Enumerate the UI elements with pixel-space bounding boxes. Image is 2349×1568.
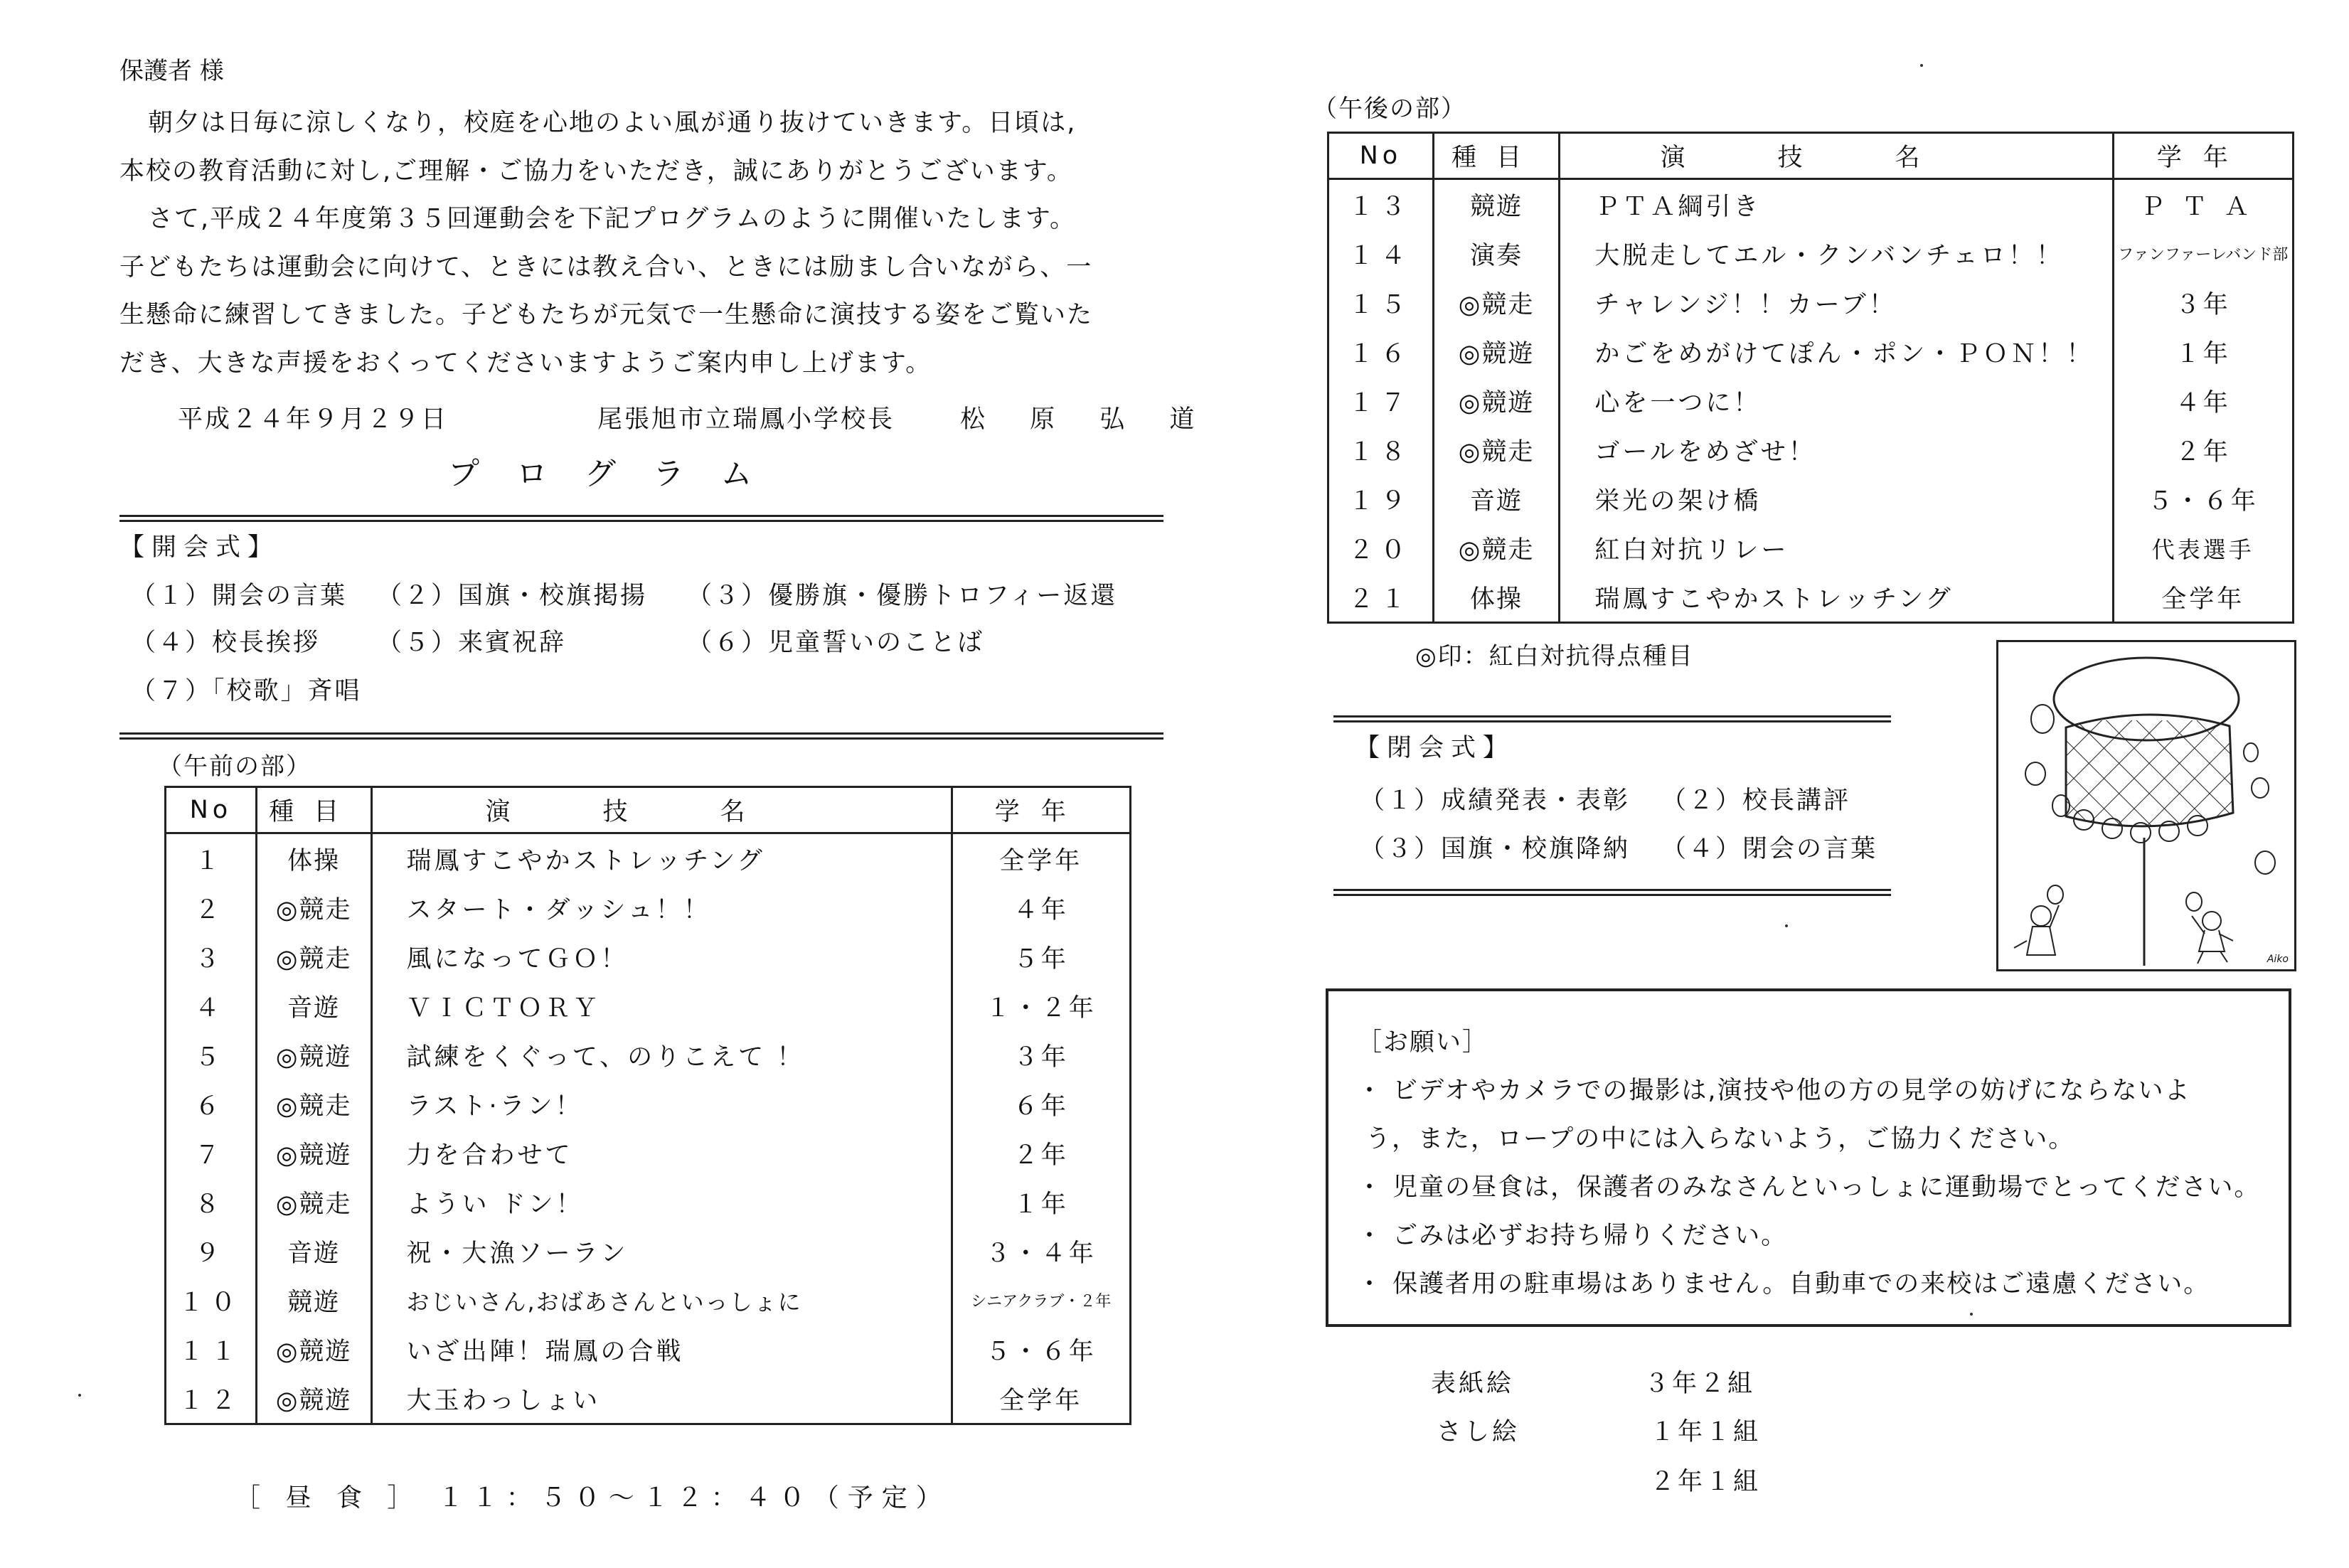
- credit-value: ３年２組: [1644, 1370, 1756, 1398]
- cell-grade: ３・４年: [952, 1227, 1131, 1276]
- table-row: [1328, 474, 2294, 523]
- afternoon-program-table: [1327, 132, 2294, 624]
- cell-event: いざ出陣！瑞鳳の合戦: [371, 1325, 952, 1374]
- divider: [1333, 889, 1891, 896]
- illustration: [1996, 640, 2296, 971]
- cell-kind: 競遊: [1433, 179, 1560, 230]
- ball-basket-drawing: [1998, 642, 2294, 969]
- cell-event: ＶＩＣＴＯＲＹ: [371, 981, 952, 1030]
- header-kind: 種目: [1433, 133, 1560, 179]
- cell-kind: 競遊: [256, 1276, 371, 1325]
- cell-grade: シニアクラブ・２年: [952, 1276, 1131, 1325]
- greeting: 保護者 様: [119, 57, 224, 85]
- table-header-row: [1328, 133, 2294, 179]
- closing-item: （４）閉会の言葉: [1661, 835, 1878, 863]
- cell-event: かごをめがけてぽん・ポン・ＰＯＮ！！: [1560, 327, 2113, 376]
- divider: [119, 515, 1163, 522]
- opening-item: （１）開会の言葉: [131, 582, 348, 610]
- table-row: [1328, 179, 2294, 230]
- afternoon-caption: （午後の部）: [1313, 95, 1466, 123]
- letter-line: さて,平成２４年度第３５回運動会を下記プログラムのように開催いたします。: [148, 205, 1076, 233]
- request-line: ・ ビデオやカメラでの撮影は,演技や他の方の見学の妨げにならないよ: [1357, 1077, 2191, 1105]
- request-line: う，また，ロープの中には入らないよう，ご協力ください。: [1365, 1125, 2075, 1153]
- cell-kind: ◎競遊: [1433, 376, 1560, 425]
- cell-kind: ◎競走: [1433, 278, 1560, 327]
- credit-label: さし絵: [1437, 1418, 1520, 1446]
- cell-no: ３: [166, 932, 257, 981]
- table-header-row: [166, 787, 1131, 833]
- cell-event: ＰＴＡ綱引き: [1560, 179, 2113, 230]
- cell-no: １８: [1328, 425, 1434, 474]
- divider: [119, 732, 1163, 740]
- cell-event: おじいさん,おばあさんといっしょに: [371, 1276, 952, 1325]
- scan-speck: [78, 1394, 81, 1397]
- cell-kind: 演奏: [1433, 229, 1560, 278]
- cell-grade: ５年: [952, 932, 1131, 981]
- cell-kind: ◎競走: [256, 1079, 371, 1129]
- cell-grade: ６年: [952, 1079, 1131, 1129]
- cell-grade: １年: [952, 1178, 1131, 1227]
- header-name: 演技名: [371, 787, 952, 833]
- cell-no: １４: [1328, 229, 1434, 278]
- cell-event: 瑞鳳すこやかストレッチング: [1560, 572, 2113, 623]
- cell-grade: ４年: [2113, 376, 2293, 425]
- closing-ceremony-label: 【閉会式】: [1355, 734, 1516, 762]
- cell-grade: ５・６年: [2113, 474, 2293, 523]
- letter-date: 平成２４年９月２９日: [178, 405, 449, 434]
- closing-item: （２）校長講評: [1661, 786, 1851, 815]
- table-row: [166, 1178, 1131, 1227]
- cell-kind: ◎競走: [256, 1178, 371, 1227]
- cell-no: １３: [1328, 179, 1434, 230]
- header-name: 演技名: [1560, 133, 2113, 179]
- closing-item: （１）成績発表・表彰: [1360, 786, 1631, 815]
- table-row: [166, 1079, 1131, 1129]
- opening-item: （４）校長挨拶: [131, 629, 321, 657]
- cell-grade: ３年: [2113, 278, 2293, 327]
- cell-grade: １年: [2113, 327, 2293, 376]
- opening-item: （２）国旗・校旗掲揚: [377, 582, 648, 610]
- cell-event: ゴールをめざせ！: [1560, 425, 2113, 474]
- cell-kind: ◎競遊: [256, 1030, 371, 1079]
- school-name: 尾張旭市立瑞鳳小学校長: [597, 405, 895, 434]
- cell-no: ２: [166, 883, 257, 932]
- cell-grade: １・２年: [952, 981, 1131, 1030]
- cell-no: １７: [1328, 376, 1434, 425]
- scan-speck: [1970, 1313, 1973, 1316]
- cell-no: ２０: [1328, 523, 1434, 572]
- cell-event: 心を一つに！: [1560, 376, 2113, 425]
- requests-title: ［お願い］: [1357, 1028, 1489, 1057]
- cell-no: １９: [1328, 474, 1434, 523]
- cell-event: 栄光の架け橋: [1560, 474, 2113, 523]
- cell-no: １２: [166, 1374, 257, 1424]
- table-row: [166, 932, 1131, 981]
- cell-no: １６: [1328, 327, 1434, 376]
- cell-kind: ◎競遊: [256, 1129, 371, 1178]
- morning-caption: （午前の部）: [158, 752, 311, 781]
- cell-no: ６: [166, 1079, 257, 1129]
- table-row: [1328, 376, 2294, 425]
- table-row: [166, 1374, 1131, 1424]
- cell-no: ５: [166, 1030, 257, 1079]
- letter-line: 生懸命に練習してきました。子どもたちが元気で一生懸命に演技する姿をご覧いた: [119, 301, 1094, 329]
- header-grade: 学年: [2113, 133, 2293, 179]
- morning-program-table: [164, 786, 1131, 1425]
- cell-no: ８: [166, 1178, 257, 1227]
- header-grade: 学年: [952, 787, 1131, 833]
- cell-grade: ２年: [952, 1129, 1131, 1178]
- credit-value: １年１組: [1650, 1418, 1762, 1446]
- cell-event: 紅白対抗リレー: [1560, 523, 2113, 572]
- table-row: [166, 1030, 1131, 1079]
- table-row: [1328, 572, 2294, 623]
- cell-no: １１: [166, 1325, 257, 1374]
- cell-kind: ◎競遊: [256, 1325, 371, 1374]
- principal-name: 松 原 弘 道: [960, 405, 1213, 434]
- header-no: No: [166, 787, 257, 833]
- table-row: [166, 1325, 1131, 1374]
- table-row: [166, 981, 1131, 1030]
- program-title: プログラム: [448, 456, 789, 492]
- cell-kind: ◎競走: [1433, 523, 1560, 572]
- header-no: No: [1328, 133, 1434, 179]
- cell-grade: 全学年: [952, 833, 1131, 884]
- opening-item: （３）優勝旗・優勝トロフィー返還: [687, 582, 1118, 610]
- requests-box: [1326, 988, 2291, 1327]
- cell-event: 祝・大漁ソーラン: [371, 1227, 952, 1276]
- divider: [1333, 715, 1891, 722]
- cell-event: 試練をくぐって、のりこえて ！: [371, 1030, 952, 1079]
- request-line: ・ 保護者用の駐車場はありません。自動車での来校はご遠慮ください。: [1357, 1270, 2210, 1298]
- cell-kind: ◎競走: [256, 932, 371, 981]
- opening-ceremony-label: 【開会式】: [119, 533, 280, 562]
- cell-no: １０: [166, 1276, 257, 1325]
- cell-event: 大脱走してエル・クンバンチェロ！！: [1560, 229, 2113, 278]
- table-row: [1328, 523, 2294, 572]
- cell-grade: ４年: [952, 883, 1131, 932]
- table-row: [166, 833, 1131, 884]
- table-row: [166, 1129, 1131, 1178]
- cell-kind: 音遊: [256, 981, 371, 1030]
- letter-body: [119, 100, 1165, 388]
- points-note: ◎印：紅白対抗得点種目: [1415, 642, 1694, 671]
- cell-event: 大玉わっしょい: [371, 1374, 952, 1424]
- cell-grade: ５・６年: [952, 1325, 1131, 1374]
- letter-line: 子どもたちは運動会に向けて、ときには教え合い、ときには励まし合いながら、一: [119, 252, 1093, 282]
- cell-kind: ◎競遊: [256, 1374, 371, 1424]
- cell-grade: 全学年: [952, 1374, 1131, 1424]
- cell-no: １５: [1328, 278, 1434, 327]
- cell-event: 力を合わせて: [371, 1129, 952, 1178]
- cell-event: ようい ドン！: [371, 1178, 952, 1227]
- cell-kind: 体操: [1433, 572, 1560, 623]
- table-row: [166, 1227, 1131, 1276]
- cell-grade: ＰＴＡ: [2113, 179, 2293, 230]
- letter-line: だき、大きな声援をおくってくださいますようご案内申し上げます。: [119, 348, 932, 378]
- opening-item: （７）「校歌」斉唱: [131, 677, 362, 705]
- table-row: [1328, 229, 2294, 278]
- request-line: ・ ごみは必ずお持ち帰りください。: [1357, 1222, 1788, 1250]
- cell-event: 瑞鳳すこやかストレッチング: [371, 833, 952, 884]
- opening-item: （５）来賓祝辞: [377, 629, 567, 657]
- cell-kind: 体操: [256, 833, 371, 884]
- cell-kind: ◎競遊: [1433, 327, 1560, 376]
- table-row: [166, 883, 1131, 932]
- table-row: [166, 1276, 1131, 1325]
- table-row: [1328, 278, 2294, 327]
- cell-no: ７: [166, 1129, 257, 1178]
- table-row: [1328, 327, 2294, 376]
- opening-item: （６）児童誓いのことば: [687, 629, 985, 657]
- cell-kind: ◎競走: [256, 883, 371, 932]
- lunch-time: ［ 昼 食 ］ １１：５０～１２：４０（予定）: [235, 1483, 950, 1513]
- cell-event: スタート・ダッシュ！！: [371, 883, 952, 932]
- cell-no: ２１: [1328, 572, 1434, 623]
- closing-item: （３）国旗・校旗降納: [1360, 835, 1631, 863]
- cell-event: ラスト·ラン！: [371, 1079, 952, 1129]
- cell-event: チャレンジ！！カーブ！: [1560, 278, 2113, 327]
- cell-kind: 音遊: [256, 1227, 371, 1276]
- scan-speck: [1785, 924, 1788, 927]
- credit-value: ２年１組: [1650, 1468, 1762, 1496]
- cell-event: 風になってＧＯ！: [371, 932, 952, 981]
- scan-speck: [1920, 64, 1923, 67]
- table-row: [1328, 425, 2294, 474]
- letter-line: 本校の教育活動に対し,ご理解・ご協力をいただき，誠にありがとうございます。: [119, 156, 1073, 186]
- illustration-signature: Aiko: [2267, 954, 2289, 965]
- cell-kind: 音遊: [1433, 474, 1560, 523]
- cell-no: １: [166, 833, 257, 884]
- header-kind: 種目: [256, 787, 371, 833]
- letter-line: 朝夕は日毎に涼しくなり，校庭を心地のよい風が通り抜けていきます。日頃は,: [148, 109, 1077, 137]
- cell-grade: ファンファーレバンド部: [2113, 229, 2293, 278]
- request-line: ・ 児童の昼食は，保護者のみなさんといっしょに運動場でとってください。: [1357, 1173, 2261, 1202]
- cell-kind: ◎競走: [1433, 425, 1560, 474]
- cell-grade: 代表選手: [2113, 523, 2293, 572]
- cell-no: ９: [166, 1227, 257, 1276]
- credit-label: 表紙絵: [1431, 1370, 1515, 1398]
- cell-grade: 全学年: [2113, 572, 2293, 623]
- cell-grade: ３年: [952, 1030, 1131, 1079]
- cell-no: ４: [166, 981, 257, 1030]
- cell-grade: ２年: [2113, 425, 2293, 474]
